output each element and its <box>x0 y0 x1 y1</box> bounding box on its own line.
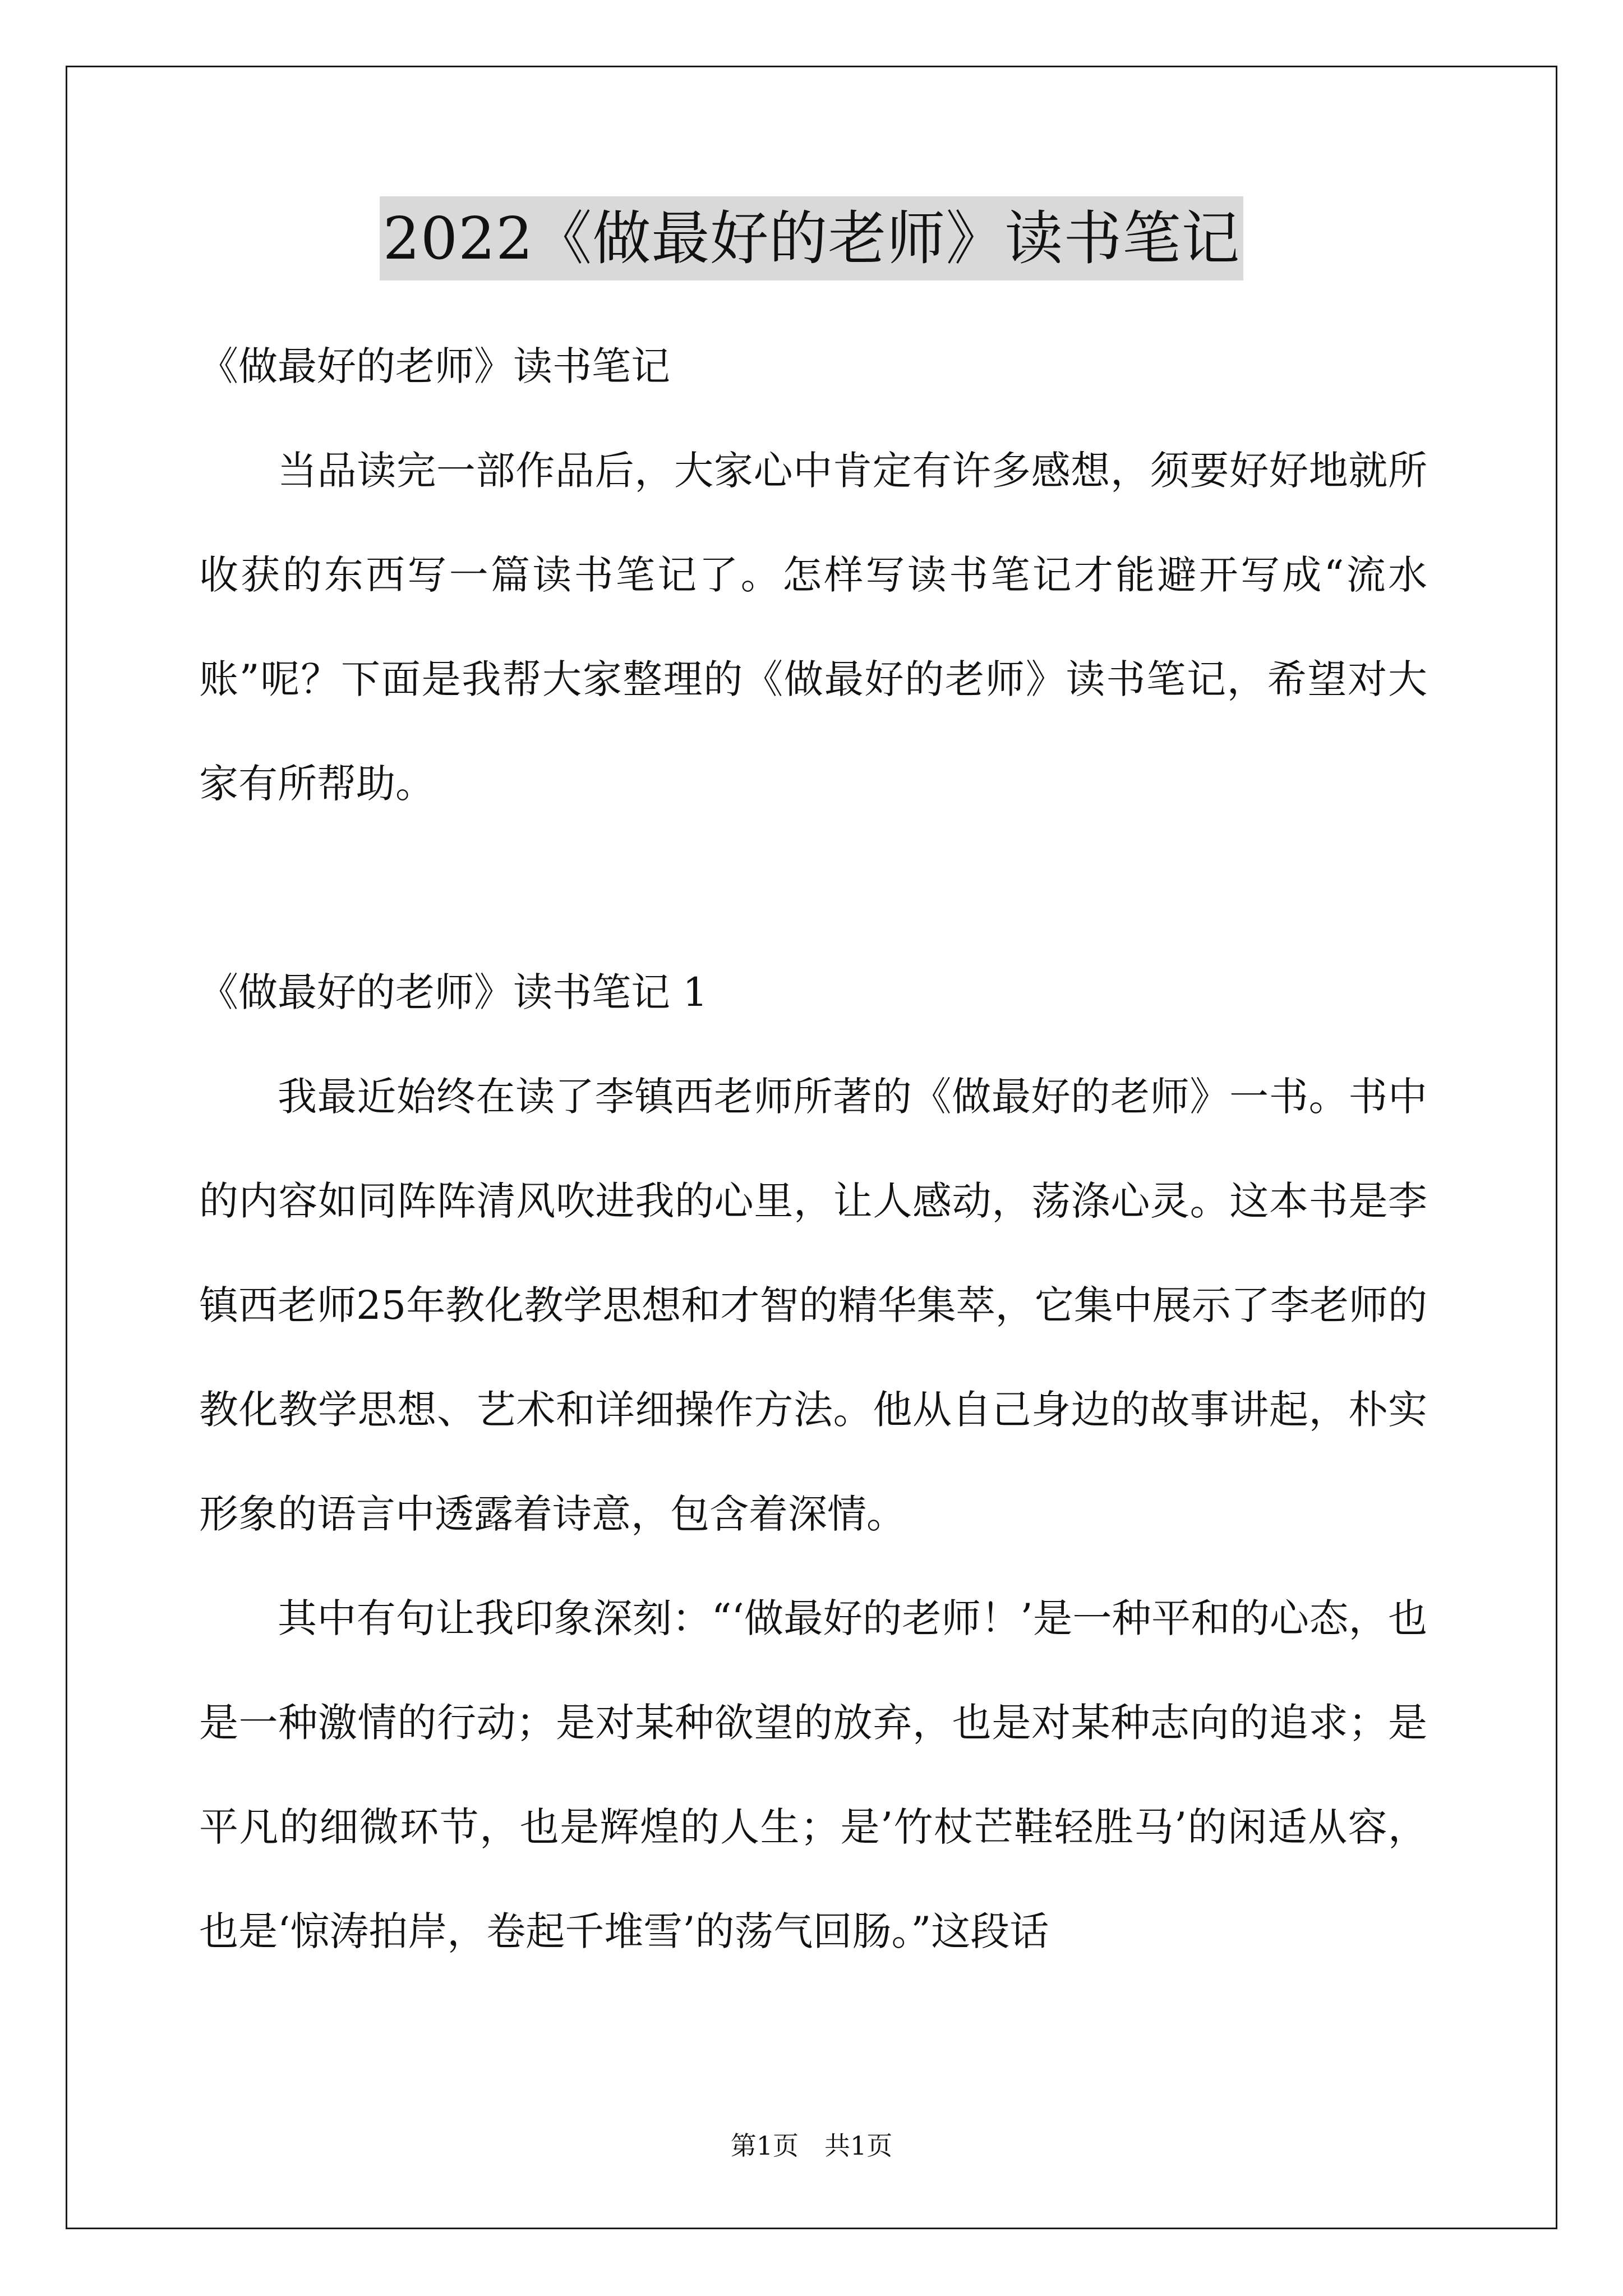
section-1-paragraph-2: 其中有句让我印象深刻：“‘做最好的老师！’是一种平和的心态，也是一种激情的行动；是对某种欲望的放弃，也是对某种志向的追求；是平凡的细微环节，也是辉煌的人生；是’竹杖芒鞋轻胜马’的闲适从容，也是‘惊涛拍岸，卷起千堆雪’的荡气回肠。”这段话 <box>199 1595 1427 1954</box>
title-container <box>0 196 1623 280</box>
document-title: 2022《做最好的老师》读书笔记 <box>380 196 1244 280</box>
document-body <box>199 314 1427 1984</box>
intro-paragraph: 当品读完一部作品后，大家心中肯定有许多感想，须要好好地就所收获的东西写一篇读书笔记了。怎样写读书笔记才能避开写成“流水账”呢？下面是我帮大家整理的《做最好的老师》读书笔记，希望对大家有所帮助。 <box>199 448 1427 807</box>
section-1-paragraph-1: 我最近始终在读了李镇西老师所著的《做最好的老师》一书。书中的内容如同阵阵清风吹进我的心里，让人感动，荡涤心灵。这本书是李镇西老师25年教化教学思想和才智的精华集萃，它集中展示了李老师的教化教学思想、艺术和详细操作方法。他从自己身边的故事讲起，朴实形象的语言中透露着诗意，包含着深情。 <box>199 1074 1427 1537</box>
section-spacer <box>199 836 1427 940</box>
page-footer: 第1页 共1页 <box>730 2131 893 2161</box>
section-1-heading: 《做最好的老师》读书笔记 1 <box>199 969 708 1015</box>
intro-heading: 《做最好的老师》读书笔记 <box>199 343 670 389</box>
